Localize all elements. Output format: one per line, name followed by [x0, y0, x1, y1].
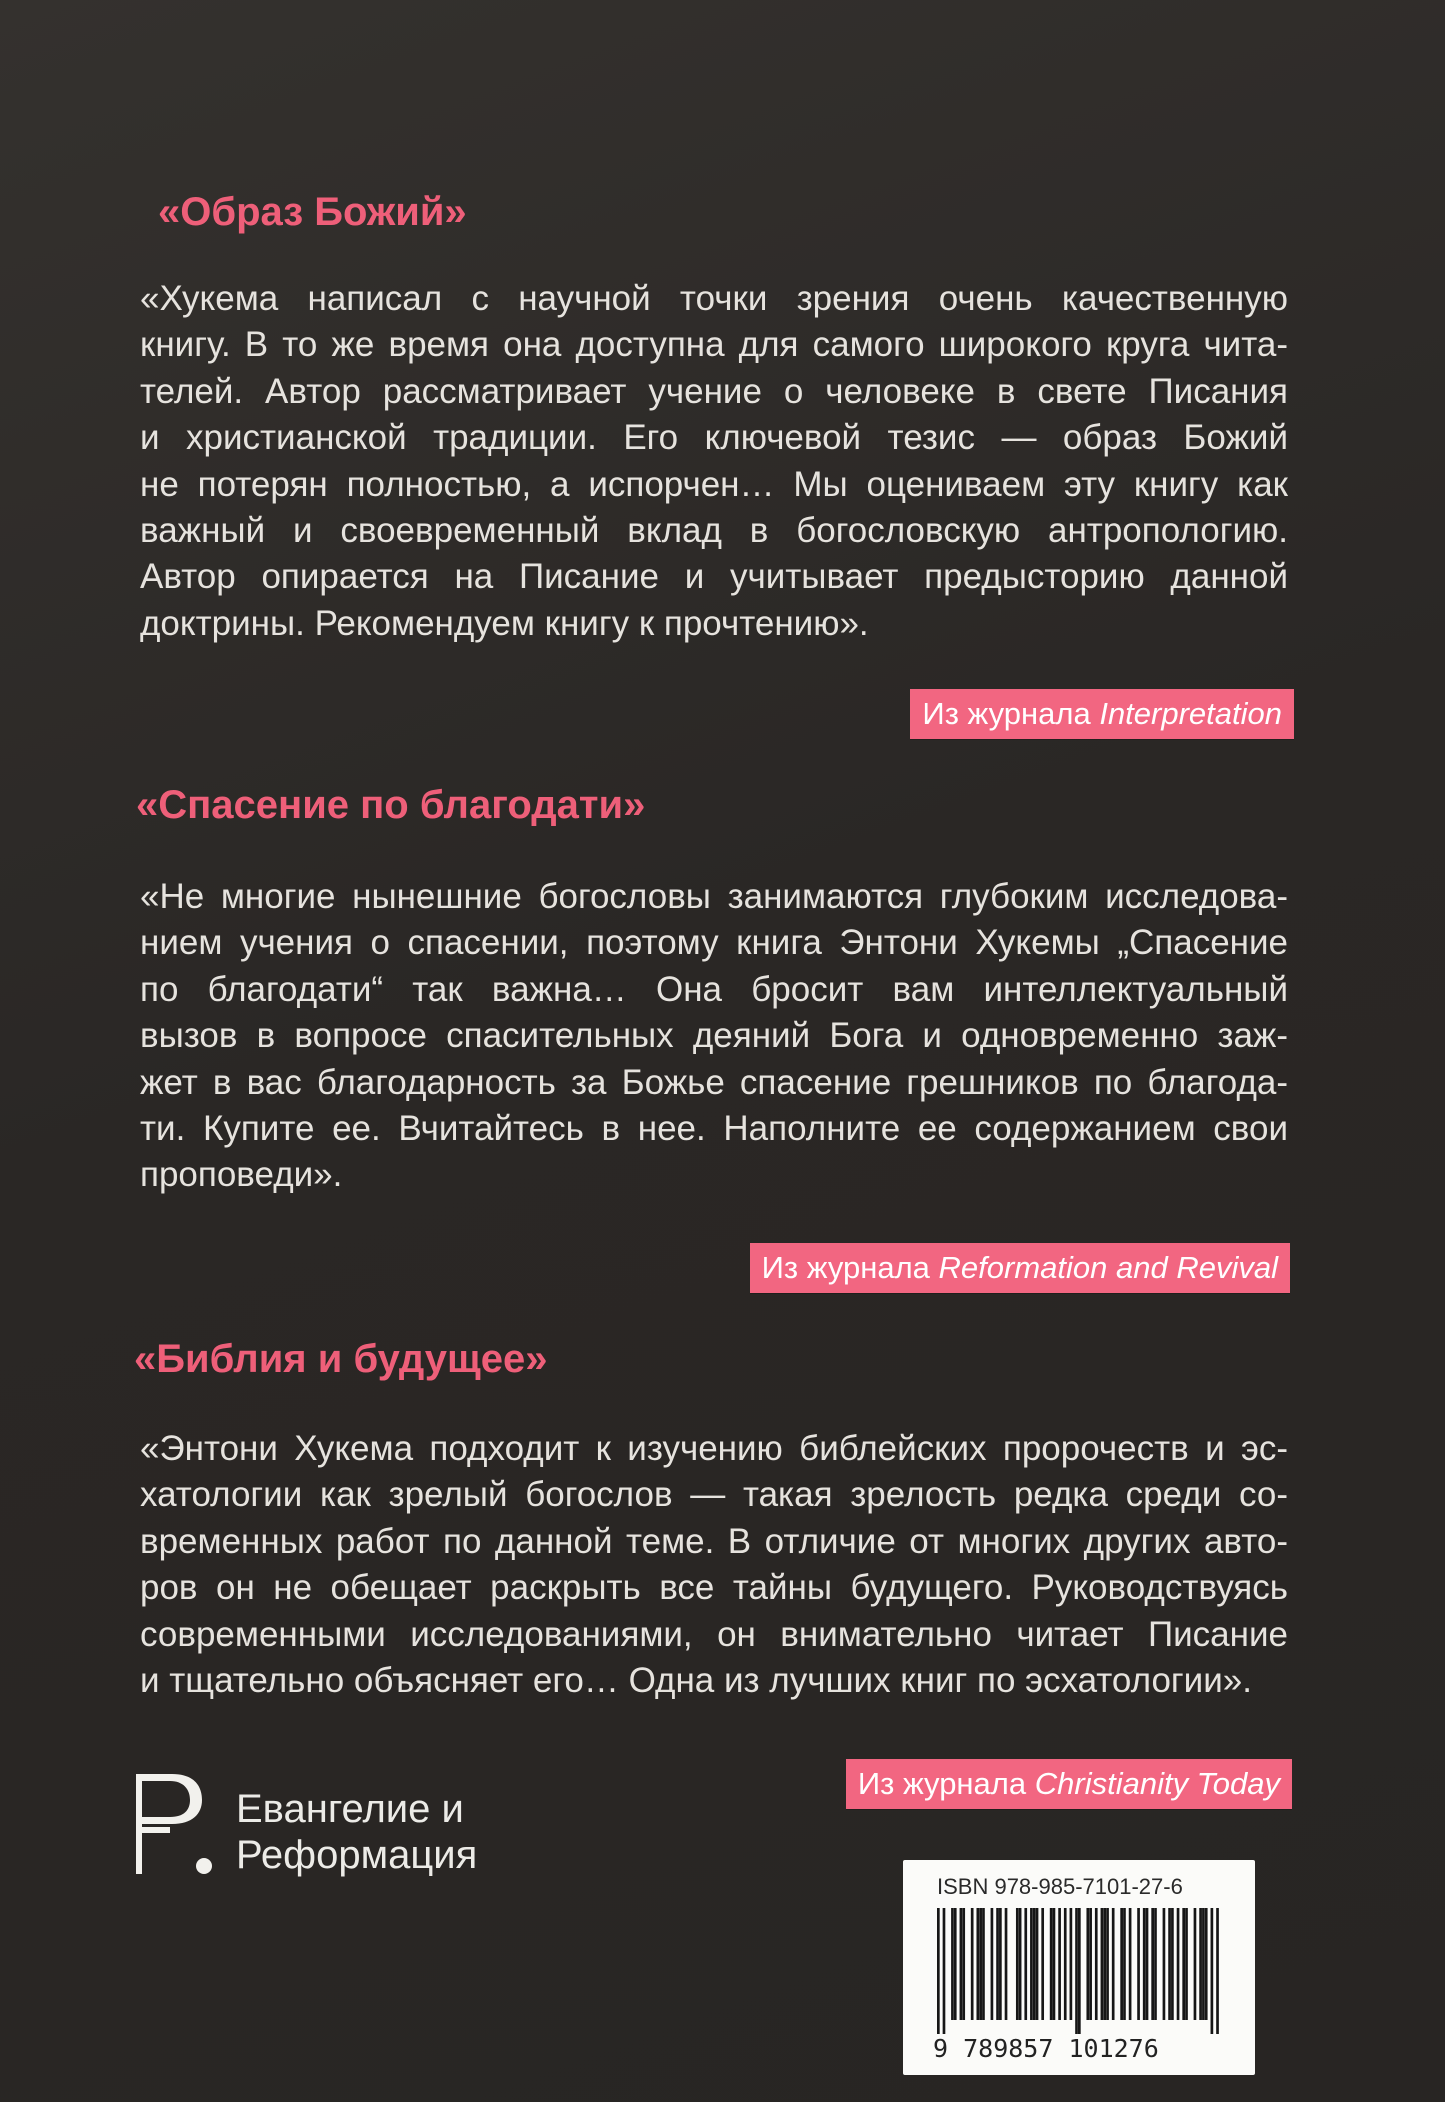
quote-line: жет в вас благодарность за Божье спасение грешников по благода-	[140, 1062, 1288, 1102]
quote-line: важный и своевременный вклад в богословскую антропологию.	[140, 511, 1288, 551]
review-title-bibliya: «Библия и будущее»	[134, 1337, 548, 1381]
isbn-barcode-label	[903, 1860, 1255, 2075]
quote-line: доктрины. Рекомендуем книгу к прочтению».	[140, 603, 869, 643]
publisher-name-line2: Реформация	[236, 1833, 478, 1877]
review-quote-obraz-bozhiy	[140, 276, 1288, 647]
quote-line: «Энтони Хукема подходит к изучению библейских пророчеств и эс-	[140, 1429, 1288, 1468]
quote-line: «Не многие нынешние богословы занимаются глубоким исследова-	[140, 877, 1288, 916]
source-publication: Reformation and Revival	[938, 1250, 1278, 1285]
quote-line: хатологии как зрелый богослов — такая зрелость редка среди со-	[140, 1475, 1288, 1515]
source-tag-christianity-today	[846, 1759, 1292, 1809]
source-prefix: Из журнала	[922, 696, 1091, 731]
quote-line: проповеди».	[140, 1155, 343, 1195]
publisher-name-line1: Евангелие и	[236, 1787, 464, 1831]
barcode-digits: 9 789857 101276	[933, 2034, 1159, 2063]
quote-line: не потерян полностью, а испорчен… Мы оцениваем эту книгу как	[140, 464, 1288, 504]
source-prefix: Из журнала	[761, 1250, 930, 1285]
barcode-icon	[937, 1908, 1219, 2034]
review-title-obraz-bozhiy: «Образ Божий»	[158, 190, 467, 234]
isbn-number: ISBN 978-985-7101-27-6	[937, 1874, 1183, 1899]
quote-line: «Хукема написал с научной точки зрения очень качественную	[140, 279, 1288, 318]
source-publication: Christianity Today	[1034, 1766, 1280, 1801]
quote-line: и тщательно объясняет его… Одна из лучших книг по эсхатологии».	[140, 1661, 1252, 1701]
quote-line: ти. Купите ее. Вчитайтесь в нее. Наполните ее содержанием свои	[140, 1109, 1288, 1149]
review-title-spasenie: «Спасение по благодати»	[136, 783, 646, 827]
quote-line: ров он не обещает раскрыть все тайны будущего. Руководствуясь	[140, 1568, 1288, 1608]
quote-line: по благодати“ так важна… Она бросит вам интеллектуальный	[140, 969, 1288, 1009]
review-quote-spasenie	[140, 874, 1288, 1199]
source-tag-interpretation	[910, 689, 1294, 739]
publisher-name	[236, 1786, 477, 1878]
review-quote-bibliya	[140, 1426, 1288, 1704]
quote-line: современными исследованиями, он внимательно читает Писание	[140, 1614, 1288, 1654]
quote-line: Автор опирается на Писание и учитывает предысторию данной	[140, 557, 1288, 597]
quote-line: телей. Автор рассматривает учение о человеке в свете Писания	[140, 371, 1288, 411]
source-publication: Interpretation	[1099, 696, 1282, 731]
quote-line: временных работ по данной теме. В отличие от многих других авто-	[140, 1521, 1288, 1561]
source-tag-reformation-revival	[750, 1243, 1290, 1293]
quote-line: и христианской традиции. Его ключевой тезис — образ Божий	[140, 418, 1288, 458]
source-prefix: Из журнала	[857, 1766, 1027, 1801]
quote-line: вызов в вопросе спасительных деяний Бога и одновременно заж-	[140, 1016, 1288, 1056]
quote-line: книгу. В то же время она доступна для самого широкого круга чита-	[140, 325, 1288, 365]
publisher-logo-icon	[130, 1770, 220, 1880]
quote-line: нием учения о спасении, поэтому книга Энтони Хукемы „Спасение	[140, 923, 1288, 963]
